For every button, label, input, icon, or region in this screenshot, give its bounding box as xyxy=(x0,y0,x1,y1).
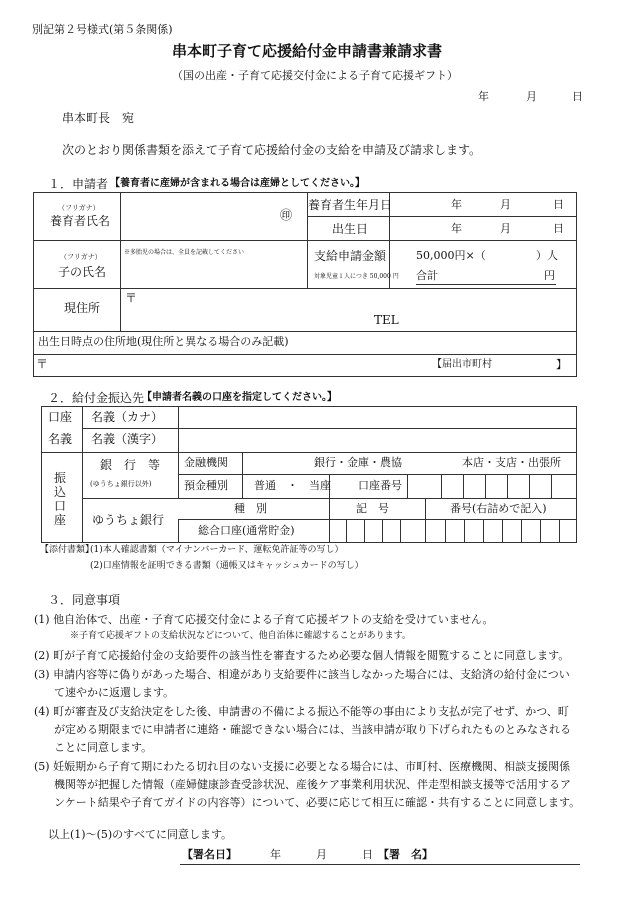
birth-address-label: 出生日時点の住所地(現住所と異なる場合のみ記載) xyxy=(38,335,289,348)
bank-sub-label: (ゆうちょ銀行以外) xyxy=(90,480,152,488)
consent-item-4b: が定める期限までに申請者に連絡・確認できない場合には、当該申請が取り下げられたものとみなされる xyxy=(54,723,571,736)
consent-item-5a: (5) 妊娠期から子育て期にわたる切れ目のない支援に必要となる場合には、市町村、医療機関、相談支援関係 xyxy=(34,760,571,773)
yucho-label: ゆうちょ銀行 xyxy=(92,513,165,527)
meigi-label: 名義 xyxy=(48,432,73,446)
notified-city-close: 】 xyxy=(556,358,567,371)
bank-note: 【申請者名義の口座を指定してください。】 xyxy=(142,392,337,403)
amount-calc: 50,000円×（ xyxy=(416,249,486,262)
bango-label: 番号(右詰めで記入) xyxy=(450,502,547,515)
seal-icon: ㊞ xyxy=(280,208,293,222)
gb-year: 年 xyxy=(451,198,462,211)
sogo-label: 総合口座(通常貯金) xyxy=(198,524,295,537)
consent-item-4c: ことに同意します。 xyxy=(54,741,153,754)
sign-day: 日 xyxy=(362,848,373,861)
guardian-name-label: 養育者氏名 xyxy=(50,214,111,228)
total-underline xyxy=(416,284,556,285)
form-number: 別記第２号様式(第５条関係) xyxy=(32,23,173,36)
consent-item-2: (2) 町が子育て応援給付金の支給要件の該当性を審査するため必要な個人情報を閲覧することに同意します。 xyxy=(34,649,570,662)
notified-city-label: 【届出市町村 xyxy=(432,359,492,370)
shubetsu-label: 種 別 xyxy=(234,502,267,515)
sign-year: 年 xyxy=(270,848,281,861)
bank-heading: ２．給付金振込先 xyxy=(48,391,145,405)
consent-item-5c: ンケート結果や子育てガイドの内容等）について、必要に応じて相互に確認・共有することに同意します。 xyxy=(54,796,581,809)
amount-note: 対象児童１人につき 50,000 円 xyxy=(314,273,399,280)
bd-day: 日 xyxy=(553,222,564,235)
child-furigana-label: （フリガナ） xyxy=(60,253,102,261)
page-subtitle: （国の出産・子育て応援交付金による子育て応援ギフト） xyxy=(172,69,458,82)
koza-label: 口座 xyxy=(48,410,73,424)
name-kanji-label: 名義（漢字） xyxy=(91,432,164,446)
consent-item-3b: て速やかに返還します。 xyxy=(54,686,175,699)
birth-date-label: 出生日 xyxy=(332,222,369,236)
gb-month: 月 xyxy=(500,198,511,211)
page-title: 串本町子育て応援給付金申請書兼請求書 xyxy=(172,42,443,60)
multiple-note: ※多胎児の場合は、全員を記載してください xyxy=(124,249,245,256)
furigana-label: （フリガナ） xyxy=(58,204,100,212)
attachments-label: 【添付書類】 xyxy=(40,545,95,555)
signature-label: 【署 名】 xyxy=(378,848,433,861)
institution-label: 金融機関 xyxy=(184,456,228,469)
consent-item-3a: (3) 申請内容等に偽りがあった場合、相違があり支給要件に該当しなかった場合には、支給済の給付金につい xyxy=(34,668,570,681)
bd-month: 月 xyxy=(500,222,511,235)
total-yen: 円 xyxy=(544,269,555,282)
applicant-heading: １．申請者 xyxy=(48,177,109,191)
account-number-label: 口座番号 xyxy=(358,479,402,492)
date-month: 月 xyxy=(526,90,537,103)
name-kana-label: 名義（カナ） xyxy=(91,410,164,424)
branch-types: 本店・支店・出張所 xyxy=(462,456,561,469)
child-name-label: 子の氏名 xyxy=(58,265,107,279)
consent-item-1: (1) 他自治体で、出産・子育て応援交付金による子育て応援ギフトの支給を受けていません。 xyxy=(34,613,494,626)
addressee: 串本町長 宛 xyxy=(62,111,135,125)
postal-mark: 〒 xyxy=(125,291,138,305)
consent-heading: ３．同意事項 xyxy=(48,593,121,607)
address-label: 現住所 xyxy=(64,301,101,315)
deposit-options: 普通 ・ 当座 xyxy=(254,479,331,492)
amount-persons: ）人 xyxy=(536,249,558,262)
sign-date-label: 【署名日】 xyxy=(182,848,237,861)
furikomi-3: 口 xyxy=(54,499,67,513)
furikomi-2: 込 xyxy=(54,485,67,499)
gb-day: 日 xyxy=(553,198,564,211)
consent-item-5b: 機関等が把握した情報（産婦健康診査受診状況、産後ケア事業利用状況、伴走型相談支援等で活用するア xyxy=(54,778,571,791)
guardian-birth-label: 養育者生年月日 xyxy=(308,198,393,212)
intro-text: 次のとおり関係書類を添えて子育て応援給付金の支給を申請及び請求します。 xyxy=(62,143,482,157)
consent-item-1-note: ※子育て応援ギフトの支給状況などについて、他自治体に確認することがあります。 xyxy=(70,631,411,641)
deposit-type-label: 預金種別 xyxy=(184,479,228,492)
attachment-1: (1)本人確認書類（マイナンバーカード、運転免許証等の写し） xyxy=(90,545,344,555)
signature-underline xyxy=(180,864,580,865)
date-year: 年 xyxy=(478,90,489,103)
birth-postal-mark: 〒 xyxy=(36,357,49,371)
agree-all-text: 以上(1)～(5)のすべてに同意します。 xyxy=(48,828,233,841)
bank-type-label: 銀 行 等 xyxy=(100,458,161,472)
bd-year: 年 xyxy=(451,222,462,235)
total-label: 合計 xyxy=(416,269,438,282)
attachment-2: (2)口座情報を証明できる書類（通帳又はキャッシュカードの写し） xyxy=(90,561,364,571)
amount-label: 支給申請金額 xyxy=(314,249,387,263)
applicant-note: 【養育者に産婦が含まれる場合は産婦としてください。】 xyxy=(110,178,365,189)
consent-item-4a: (4) 町が審査及び支給決定をした後、申請書の不備による振込不能等の事由により支払が完了せず、かつ、町 xyxy=(34,705,569,718)
furikomi-1: 振 xyxy=(54,471,67,485)
furikomi-4: 座 xyxy=(54,513,67,527)
kigo-label: 記 号 xyxy=(356,502,389,515)
sign-month: 月 xyxy=(316,848,327,861)
date-day: 日 xyxy=(572,90,583,103)
bank-types: 銀行・金庫・農協 xyxy=(314,456,402,469)
tel-label: TEL xyxy=(374,313,399,327)
